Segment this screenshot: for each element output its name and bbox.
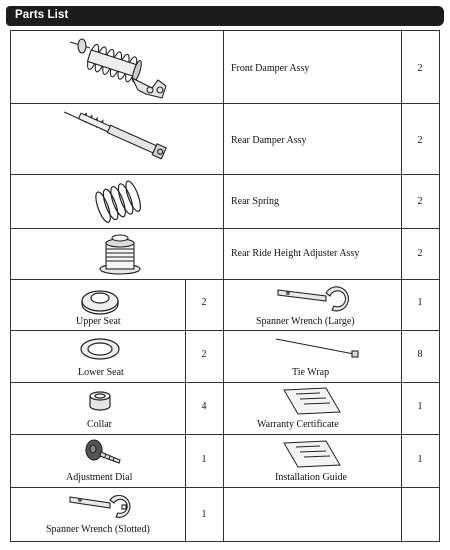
part-name: Tie Wrap	[292, 367, 330, 378]
spanner-slotted-icon	[66, 491, 136, 521]
parts-list-header	[6, 6, 444, 26]
front-damper-icon	[60, 34, 180, 100]
part-name: Lower Seat	[78, 367, 124, 378]
part-name: Collar	[87, 419, 112, 430]
warranty-card-icon	[282, 386, 342, 416]
part-quantity: 2	[417, 135, 423, 146]
part-name: Installation Guide	[275, 472, 347, 483]
part-name: Rear Ride Height Adjuster Assy	[231, 248, 360, 259]
collar-icon	[88, 389, 112, 413]
part-quantity: 2	[417, 63, 423, 74]
part-name: Front Damper Assy	[231, 63, 310, 74]
part-name: Warranty Certificate	[257, 419, 339, 430]
part-quantity: 2	[417, 196, 423, 207]
part-quantity: 1	[417, 454, 423, 465]
part-name: Rear Spring	[231, 196, 280, 207]
part-quantity: 1	[201, 509, 207, 520]
ride-height-adjuster-icon	[96, 231, 144, 276]
part-name: Rear Damper Assy	[231, 135, 307, 146]
part-quantity: 1	[201, 454, 207, 465]
part-quantity: 2	[201, 297, 207, 308]
part-name: Spanner Wrench (Large)	[256, 316, 355, 327]
page-title: Parts List	[15, 9, 69, 21]
rear-damper-icon	[62, 108, 177, 168]
upper-seat-icon	[80, 285, 120, 313]
part-quantity: 2	[417, 248, 423, 259]
spanner-large-icon	[274, 284, 354, 312]
part-quantity: 2	[201, 349, 207, 360]
installation-guide-icon	[282, 439, 342, 469]
part-name: Adjustment Dial	[66, 472, 133, 483]
adjustment-dial-icon	[84, 438, 124, 468]
part-quantity: 1	[417, 297, 423, 308]
part-name: Spanner Wrench (Slotted)	[46, 524, 150, 535]
lower-seat-icon	[79, 336, 121, 362]
part-quantity: 8	[417, 349, 423, 360]
part-quantity: 1	[417, 401, 423, 412]
part-quantity: 4	[201, 401, 207, 412]
tie-wrap-icon	[272, 336, 362, 360]
part-name: Upper Seat	[76, 316, 121, 327]
rear-spring-icon	[90, 177, 150, 225]
